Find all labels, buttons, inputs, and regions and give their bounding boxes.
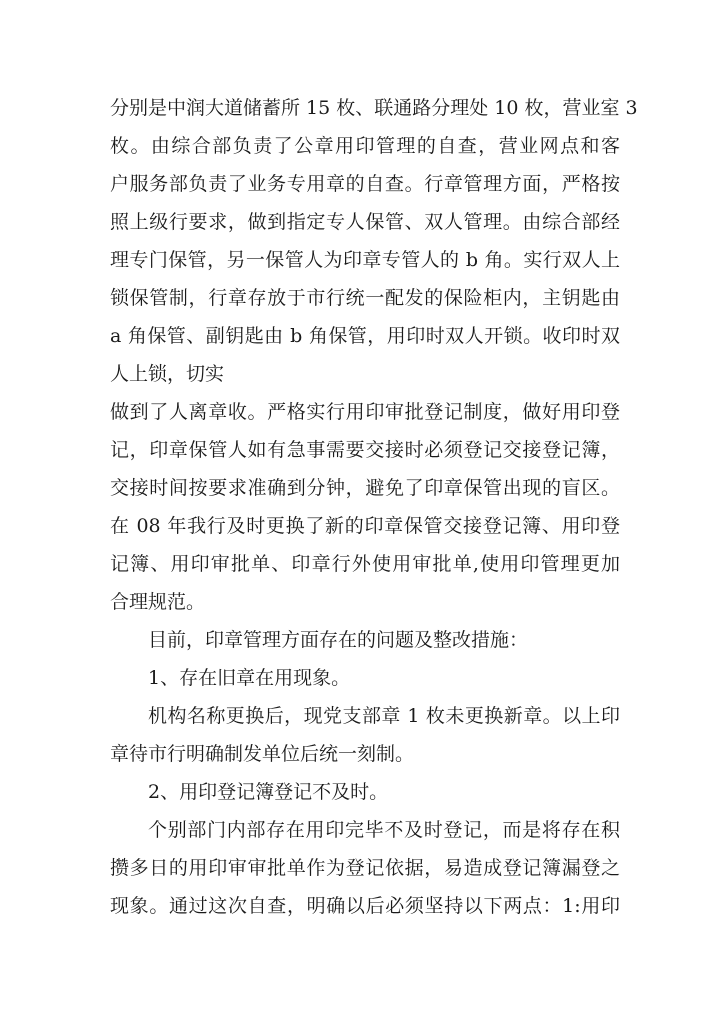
paragraph-line: 合理规范。 [110, 591, 206, 613]
paragraph-line: 章待市行明确制发单位后统一刻制。 [110, 743, 415, 765]
paragraph-line: 做到了人离章收。严格实行用印审批登记制度，做好用印登 [110, 401, 620, 423]
paragraph-line: 锁保管制，行章存放于市行统一配发的保险柜内，主钥匙由 [110, 287, 620, 309]
paragraph-line: a 角保管、副钥匙由 b 角保管，用印时双人开锁。收印时双 [110, 325, 620, 347]
paragraph-line: 分别是中润大道储蓄所 15 枚、联通路分理处 10 枚，营业室 3 [110, 97, 638, 119]
paragraph-line: 记，印章保管人如有急事需要交接时必须登记交接登记簿， [110, 439, 620, 461]
paragraph-line: 交接时间按要求准确到分钟，避免了印章保管出现的盲区。 [110, 477, 620, 499]
paragraph-line: 记簿、用印审批单、印章行外使用审批单,使用印管理更加 [110, 553, 620, 575]
paragraph-line: 在 08 年我行及时更换了新的印章保管交接登记簿、用印登 [110, 515, 620, 537]
paragraph-line: 人上锁，切实 [110, 363, 225, 385]
paragraph-line: 现象。通过这次自查，明确以后必须坚持以下两点：1:用印 [110, 895, 620, 917]
paragraph-line: 攒多日的用印审审批单作为登记依据，易造成登记簿漏登之 [110, 857, 620, 879]
paragraph-line: 理专门保管，另一保管人为印章专管人的 b 角。实行双人上 [110, 249, 620, 271]
paragraph-line: 枚。由综合部负责了公章用印管理的自查，营业网点和客 [110, 135, 620, 157]
section-heading: 1、存在旧章在用现象。 [148, 667, 351, 689]
paragraph-line: 个别部门内部存在用印完毕不及时登记，而是将存在积 [148, 819, 620, 841]
paragraph-line: 目前，印章管理方面存在的问题及整改措施： [148, 629, 529, 651]
paragraph-line: 照上级行要求，做到指定专人保管、双人管理。由综合部经 [110, 211, 620, 233]
section-heading: 2、用印登记簿登记不及时。 [148, 781, 389, 803]
paragraph-line: 户服务部负责了业务专用章的自查。行章管理方面，严格按 [110, 173, 620, 195]
paragraph-line: 机构名称更换后，现党支部章 1 枚未更换新章。以上印 [148, 705, 620, 727]
